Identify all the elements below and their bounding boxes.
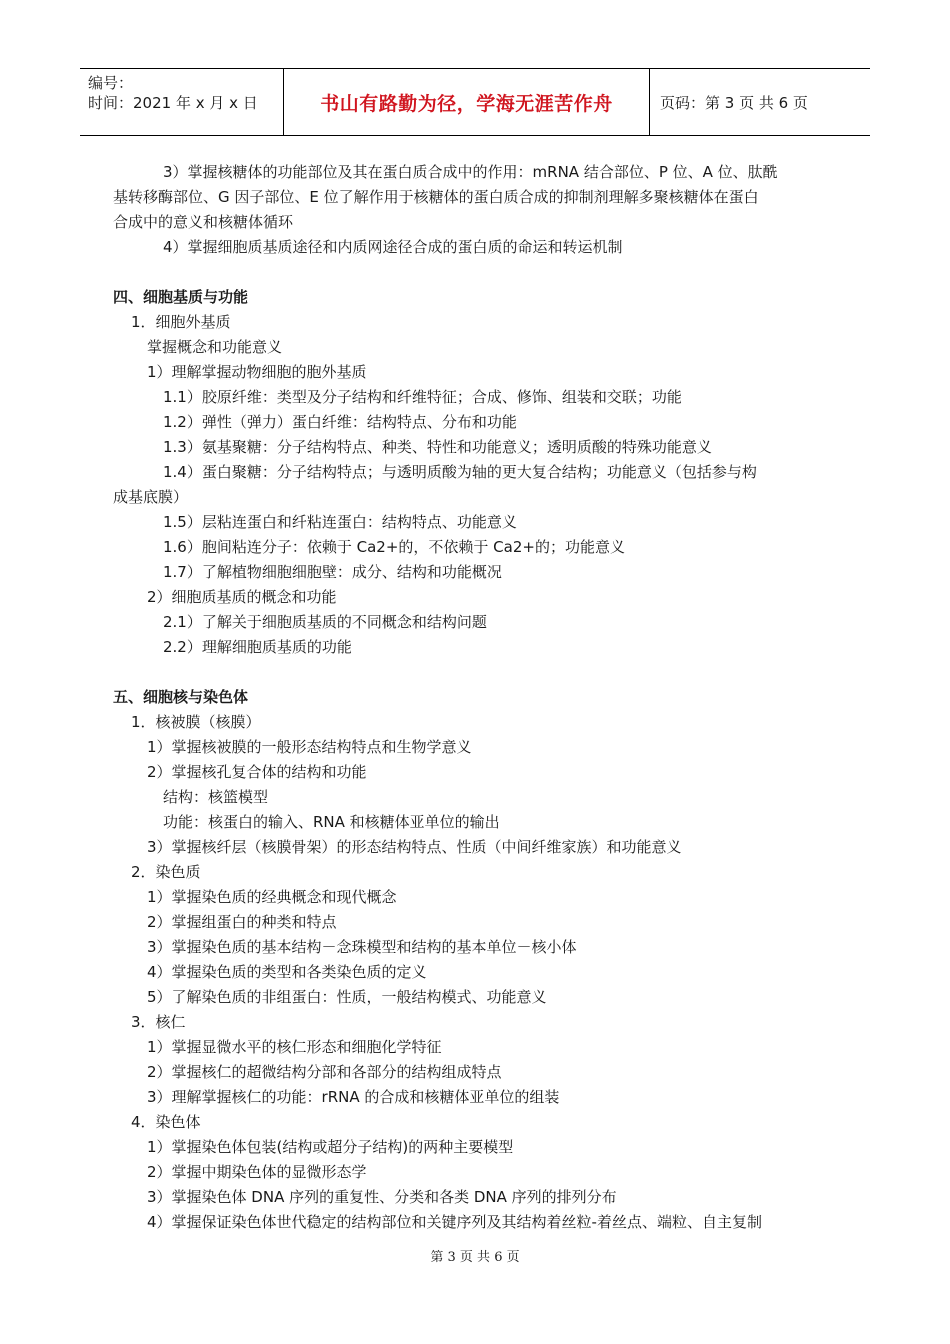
text-line: 4）掌握保证染色体世代稳定的结构部位和关键序列及其结构着丝粒-着丝点、端粒、自主复制 <box>147 1213 762 1231</box>
text-line: 1．细胞外基质 <box>131 313 231 331</box>
text-line: 1）掌握核被膜的一般形态结构特点和生物学意义 <box>147 738 472 756</box>
text-line: 3．核仁 <box>131 1013 186 1031</box>
text-line: 结构：核篮模型 <box>163 788 269 806</box>
section-heading: 四、细胞基质与功能 <box>113 288 249 306</box>
text-line: 3）理解掌握核仁的功能：rRNA 的合成和核糖体亚单位的组装 <box>147 1088 560 1106</box>
text-line: 1.6）胞间粘连分子：依赖于 Ca2+的，不依赖于 Ca2+的；功能意义 <box>163 538 625 556</box>
blank-line <box>113 260 843 285</box>
text-line: 1.2）弹性（弹力）蛋白纤维：结构特点、分布和功能 <box>163 413 517 431</box>
text-line: 1.7）了解植物细胞细胞壁：成分、结构和功能概况 <box>163 563 502 581</box>
header-date: 时间：2021 年 x 月 x 日 <box>88 94 258 112</box>
text-line: 4．染色体 <box>131 1113 201 1131</box>
text-line: 2）掌握组蛋白的种类和特点 <box>147 913 337 931</box>
text-line: 5）了解染色质的非组蛋白：性质，一般结构模式、功能意义 <box>147 988 547 1006</box>
text-line: 1.4）蛋白聚糖：分子结构特点；与透明质酸为轴的更大复合结构；功能意义（包括参与构 <box>163 463 757 481</box>
text-line: 1．核被膜（核膜） <box>131 713 261 731</box>
text-line: 3）掌握核纤层（核膜骨架）的形态结构特点、性质（中间纤维家族）和功能意义 <box>147 838 682 856</box>
text-line: 1）掌握染色体包装(结构或超分子结构)的两种主要模型 <box>147 1138 514 1156</box>
text-line: 3）掌握核糖体的功能部位及其在蛋白质合成中的作用：mRNA 结合部位、P 位、A 位、肽酰 <box>163 163 778 181</box>
text-line: 1.3）氨基聚糖：分子结构特点、种类、特性和功能意义；透明质酸的特殊功能意义 <box>163 438 712 456</box>
text-line: 合成中的意义和核糖体循环 <box>113 213 294 231</box>
text-line: 成基底膜） <box>113 488 189 506</box>
text-line: 1.5）层粘连蛋白和纤粘连蛋白：结构特点、功能意义 <box>163 513 517 531</box>
text-line: 2）细胞质基质的概念和功能 <box>147 588 337 606</box>
text-line: 基转移酶部位、G 因子部位、E 位了解作用于核糖体的蛋白质合成的抑制剂理解多聚核糖体在蛋白 <box>113 188 759 206</box>
page-header <box>80 68 870 136</box>
text-line: 2）掌握核孔复合体的结构和功能 <box>147 763 367 781</box>
header-meta <box>80 69 283 135</box>
text-line: 1）理解掌握动物细胞的胞外基质 <box>147 363 367 381</box>
text-line: 功能：核蛋白的输入、RNA 和核糖体亚单位的输出 <box>163 813 500 831</box>
text-line: 2．染色质 <box>131 863 201 881</box>
header-motto: 书山有路勤为径，学海无涯苦作舟 <box>283 69 650 135</box>
text-line: 2.2）理解细胞质基质的功能 <box>163 638 352 656</box>
document-body <box>113 160 843 1235</box>
text-line: 3）掌握染色体 DNA 序列的重复性、分类和各类 DNA 序列的排列分布 <box>147 1188 617 1206</box>
text-line: 2.1）了解关于细胞质基质的不同概念和结构问题 <box>163 613 487 631</box>
page-footer: 第 3 页 共 6 页 <box>430 1250 520 1265</box>
text-line: 4）掌握染色质的类型和各类染色质的定义 <box>147 963 427 981</box>
text-line: 掌握概念和功能意义 <box>147 338 283 356</box>
text-line: 4）掌握细胞质基质途径和内质网途径合成的蛋白质的命运和转运机制 <box>163 238 623 256</box>
header-number: 编号： <box>88 74 134 92</box>
text-line: 2）掌握核仁的超微结构分部和各部分的结构组成特点 <box>147 1063 502 1081</box>
text-line: 1）掌握染色质的经典概念和现代概念 <box>147 888 397 906</box>
text-line: 2）掌握中期染色体的显微形态学 <box>147 1163 367 1181</box>
header-page-number: 页码：第 3 页 共 6 页 <box>660 93 808 112</box>
text-line: 3）掌握染色质的基本结构－念珠模型和结构的基本单位－核小体 <box>147 938 577 956</box>
text-line: 1）掌握显微水平的核仁形态和细胞化学特征 <box>147 1038 442 1056</box>
blank-line <box>113 660 843 685</box>
text-line: 1.1）胶原纤维：类型及分子结构和纤维特征；合成、修饰、组装和交联；功能 <box>163 388 682 406</box>
section-heading: 五、细胞核与染色体 <box>113 688 249 706</box>
